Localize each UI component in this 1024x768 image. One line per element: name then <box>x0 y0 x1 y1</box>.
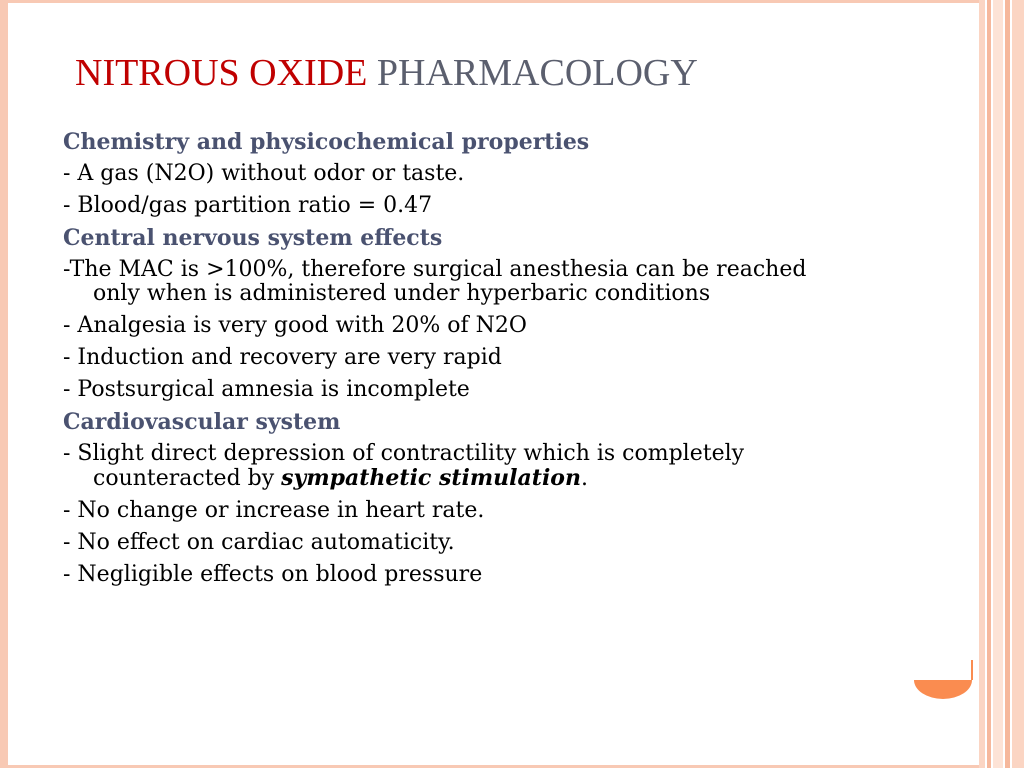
half-circle-ornament-icon <box>913 660 973 700</box>
section-heading-cns: Central nervous system effects <box>63 225 443 251</box>
bullet-contractility-line2-post: . <box>580 466 588 491</box>
bullet-heart-rate: - No change or increase in heart rate. <box>63 498 485 523</box>
slide-body <box>63 130 963 595</box>
section-heading-chemistry: Chemistry and physicochemical properties <box>63 129 590 155</box>
title-accent: NITROUS OXIDE <box>75 52 368 94</box>
left-border <box>0 0 8 768</box>
bullet-automaticity: - No effect on cardiac automaticity. <box>63 530 455 555</box>
top-border <box>0 0 984 3</box>
sympathetic-stimulation-emphasis: sympathetic stimulation <box>281 465 581 491</box>
title-main: PHARMACOLOGY <box>367 52 698 94</box>
bullet-gas: - A gas (N2O) without odor or taste. <box>63 161 465 186</box>
right-stripes-decoration <box>979 0 1024 768</box>
section-heading-cardiovascular: Cardiovascular system <box>63 409 341 435</box>
bullet-analgesia: - Analgesia is very good with 20% of N2O <box>63 313 527 338</box>
bullet-mac-line2: only when is administered under hyperbaric conditions <box>93 281 711 306</box>
bullet-mac <box>63 258 963 306</box>
bullet-contractility <box>63 442 963 491</box>
bullet-contractility-line2-pre: counteracted by <box>93 466 282 491</box>
bullet-mac-line1: -The MAC is >100%, therefore surgical anesthesia can be reached <box>63 257 807 282</box>
bullet-induction: - Induction and recovery are very rapid <box>63 345 502 370</box>
bullet-partition: - Blood/gas partition ratio = 0.47 <box>63 193 433 218</box>
slide-title <box>75 50 935 96</box>
bullet-contractility-line1: - Slight direct depression of contractility which is completely <box>63 441 745 466</box>
bullet-blood-pressure: - Negligible effects on blood pressure <box>63 562 483 587</box>
bullet-amnesia: - Postsurgical amnesia is incomplete <box>63 377 470 402</box>
